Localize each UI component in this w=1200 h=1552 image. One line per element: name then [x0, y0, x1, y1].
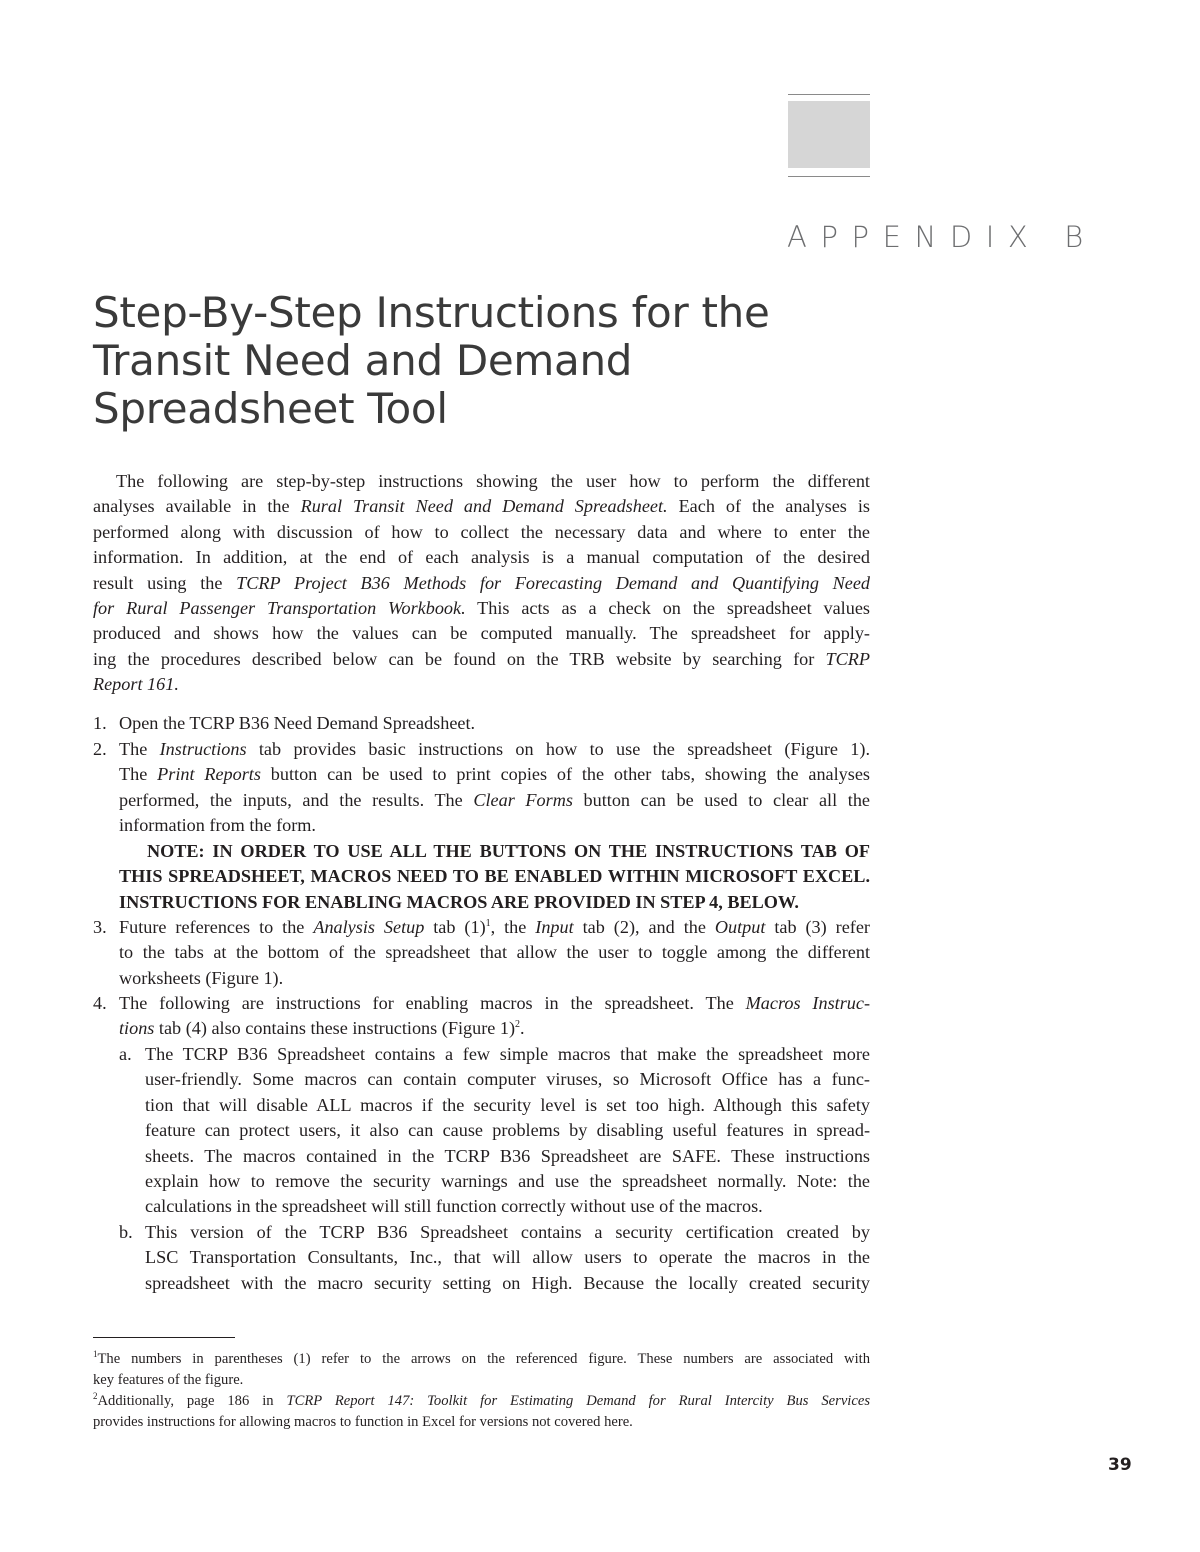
text-segment: The TCRP B36 Spreadsheet contains a few simple macros that make the spreadsheet more [145, 1044, 870, 1064]
text-line [119, 839, 870, 864]
footnote-marker: 2 [93, 1391, 98, 1401]
intro-paragraph [93, 469, 870, 698]
text-line [119, 737, 870, 762]
text-segment: worksheets (Figure 1). [119, 967, 284, 988]
text-line [119, 788, 870, 813]
title-line: Step-By-Step Instructions for the [93, 288, 770, 337]
text-segment: TCRP Report 147: Toolkit for Estimating Demand for Rural Intercity Bus Services [286, 1393, 870, 1409]
text-segment: tab provides basic instructions on how to use the spreadsheet (Figure 1). [246, 739, 870, 759]
list-marker: b. [119, 1222, 133, 1242]
text-segment: Output [714, 917, 766, 937]
text-segment: user-friendly. Some macros can contain computer viruses, so Microsoft Office has a func- [145, 1069, 870, 1090]
footnote-marker: 1 [93, 1349, 98, 1359]
text-segment: THIS SPREADSHEET, MACROS NEED TO BE ENABLED WITHIN MICROSOFT EXCEL. [119, 866, 870, 887]
text-segment: This acts as a check on the spreadsheet values [465, 597, 870, 618]
list-marker: 2. [93, 739, 107, 759]
list-item [145, 1042, 870, 1220]
text-segment: button can be used to clear all the [572, 789, 870, 810]
list-marker: 1. [93, 713, 107, 733]
text-segment: The following are instructions for enabling macros in the spreadsheet. The [119, 993, 746, 1013]
text-line [145, 1067, 870, 1092]
footnote-marker: 1 [485, 918, 491, 929]
text-line [119, 991, 870, 1016]
text-segment: The numbers in parentheses (1) refer to the arrows on the referenced figure. These numbers are associated with [97, 1351, 870, 1367]
text-segment: sheets. The macros contained in the TCRP B36 Spreadsheet are SAFE. These instructions [145, 1145, 870, 1166]
text-segment: The [119, 739, 160, 759]
text-line [93, 494, 870, 519]
text-segment: The [119, 764, 158, 785]
text-segment: TCRP [825, 648, 870, 669]
text-line [119, 890, 870, 915]
text-segment: This version of the TCRP B36 Spreadsheet contains a security certification created by [145, 1222, 870, 1242]
text-segment: LSC Transportation Consultants, Inc., that will allow users to operate the macros in the [145, 1247, 870, 1268]
text-segment: INSTRUCTIONS FOR ENABLING MACROS ARE PROVIDED IN STEP 4, BELOW. [119, 891, 799, 912]
text-line [93, 469, 870, 494]
text-segment: information from the form. [119, 815, 316, 836]
text-line [145, 1169, 870, 1194]
text-segment: Analysis Setup [313, 917, 425, 937]
text-line [93, 1391, 870, 1412]
text-line [145, 1144, 870, 1169]
footnote [93, 1391, 870, 1433]
text-segment: Report 161. [93, 674, 179, 695]
text-line [93, 520, 870, 545]
text-segment: produced and shows how the values can be computed manually. The spreadsheet for apply- [93, 623, 870, 644]
text-segment: tab (4) also contains these instructions (Figure 1) [154, 1018, 516, 1039]
list-marker: a. [119, 1044, 132, 1064]
text-segment: The following are step-by-step instructions showing the user how to perform the different [116, 471, 870, 491]
text-line [119, 762, 870, 787]
text-segment: Future references to the [119, 917, 314, 937]
text-line [93, 1349, 870, 1370]
decorative-rule-bottom [788, 176, 870, 177]
text-line [119, 915, 870, 940]
text-line [93, 571, 870, 596]
text-line [119, 966, 870, 991]
text-segment: TCRP Project B36 Methods for Forecasting Demand and Quantifying Need [236, 572, 871, 593]
macro-note [119, 839, 870, 915]
footnote-rule [93, 1337, 235, 1338]
text-segment: Each of the analyses is [667, 496, 870, 517]
text-segment: calculations in the spreadsheet will still function correctly without use of the macros. [145, 1196, 763, 1217]
title-line: Spreadsheet Tool [93, 384, 448, 433]
text-line [145, 1245, 870, 1270]
text-segment: Input [535, 917, 574, 937]
text-segment: Rural Transit Need and Demand Spreadsheet. [300, 496, 668, 517]
text-segment: for Rural Passenger Transportation Workbook. [93, 597, 466, 618]
text-line [119, 864, 870, 889]
decorative-gray-box [788, 101, 870, 168]
text-segment: result using the [93, 572, 237, 593]
text-line [93, 672, 870, 697]
text-segment: performed, the inputs, and the results. The [119, 789, 474, 810]
text-line [145, 1042, 870, 1067]
decorative-rule-top [788, 94, 870, 95]
text-segment: information. In addition, at the end of each analysis is a manual computation of the desired [93, 547, 870, 568]
list-item [119, 915, 870, 991]
text-line [119, 940, 870, 965]
text-segment: explain how to remove the security warnings and use the spreadsheet normally. Note: the [145, 1170, 870, 1191]
text-line [93, 1412, 870, 1433]
text-segment: key features of the figure. [93, 1372, 244, 1388]
text-segment: Open the TCRP B36 Need Demand Spreadsheet. [119, 713, 476, 733]
text-line [93, 545, 870, 570]
text-segment: Print Reports [157, 764, 261, 785]
text-segment: spreadsheet with the macro security setting on High. Because the locally created security [145, 1272, 870, 1293]
title-line: Transit Need and Demand [93, 336, 633, 385]
text-line [145, 1093, 870, 1118]
list-item [119, 991, 870, 1042]
text-line [145, 1194, 870, 1219]
text-line [93, 647, 870, 672]
text-segment: analyses available in the [93, 496, 301, 517]
text-segment: tion that will disable ALL macros if the security level is set too high. Although this safety [145, 1094, 870, 1115]
text-segment: button can be used to print copies of the other tabs, showing the analyses [260, 764, 870, 785]
text-segment: tab (2), and the [573, 917, 715, 937]
text-segment: . [520, 1018, 525, 1039]
text-segment: Instructions [159, 739, 247, 759]
list-item [145, 1220, 870, 1296]
text-line [93, 1370, 870, 1391]
text-line [119, 1016, 870, 1041]
text-segment: tions [119, 1018, 155, 1039]
list-marker: 3. [93, 917, 107, 937]
footnote [93, 1349, 870, 1391]
text-segment: performed along with discussion of how to collect the necessary data and where to enter the [93, 521, 870, 542]
list-item [119, 737, 870, 839]
text-segment: ing the procedures described below can be found on the TRB website by searching for [93, 648, 826, 669]
text-line [145, 1271, 870, 1296]
text-segment: Additionally, page 186 in [97, 1393, 287, 1409]
text-segment: tab (3) refer [765, 917, 870, 937]
text-line [145, 1118, 870, 1143]
footnote-marker: 2 [515, 1019, 521, 1031]
text-line [93, 621, 870, 646]
text-line [93, 596, 870, 621]
text-segment: to the tabs at the bottom of the spreadsheet that allow the user to toggle among the different [119, 942, 870, 963]
page-number: 39 [1108, 1455, 1132, 1475]
text-segment: feature can protect users, it also can cause problems by disabling useful features in spread- [145, 1120, 870, 1141]
text-line [119, 711, 870, 736]
text-segment: provides instructions for allowing macros to function in Excel for versions not covered here. [93, 1414, 633, 1430]
text-line [145, 1220, 870, 1245]
text-segment: Clear Forms [473, 789, 573, 810]
text-line [119, 813, 870, 838]
page-title [93, 289, 770, 433]
text-segment: tab (1) [424, 917, 486, 937]
list-item [119, 711, 870, 736]
text-segment: NOTE: IN ORDER TO USE ALL THE BUTTONS ON THE INSTRUCTIONS TAB OF [147, 841, 870, 861]
list-marker: 4. [93, 993, 107, 1013]
appendix-label: APPENDIX B [787, 220, 1097, 254]
text-segment: Macros Instruc- [745, 993, 870, 1013]
text-segment: , the [490, 917, 536, 937]
